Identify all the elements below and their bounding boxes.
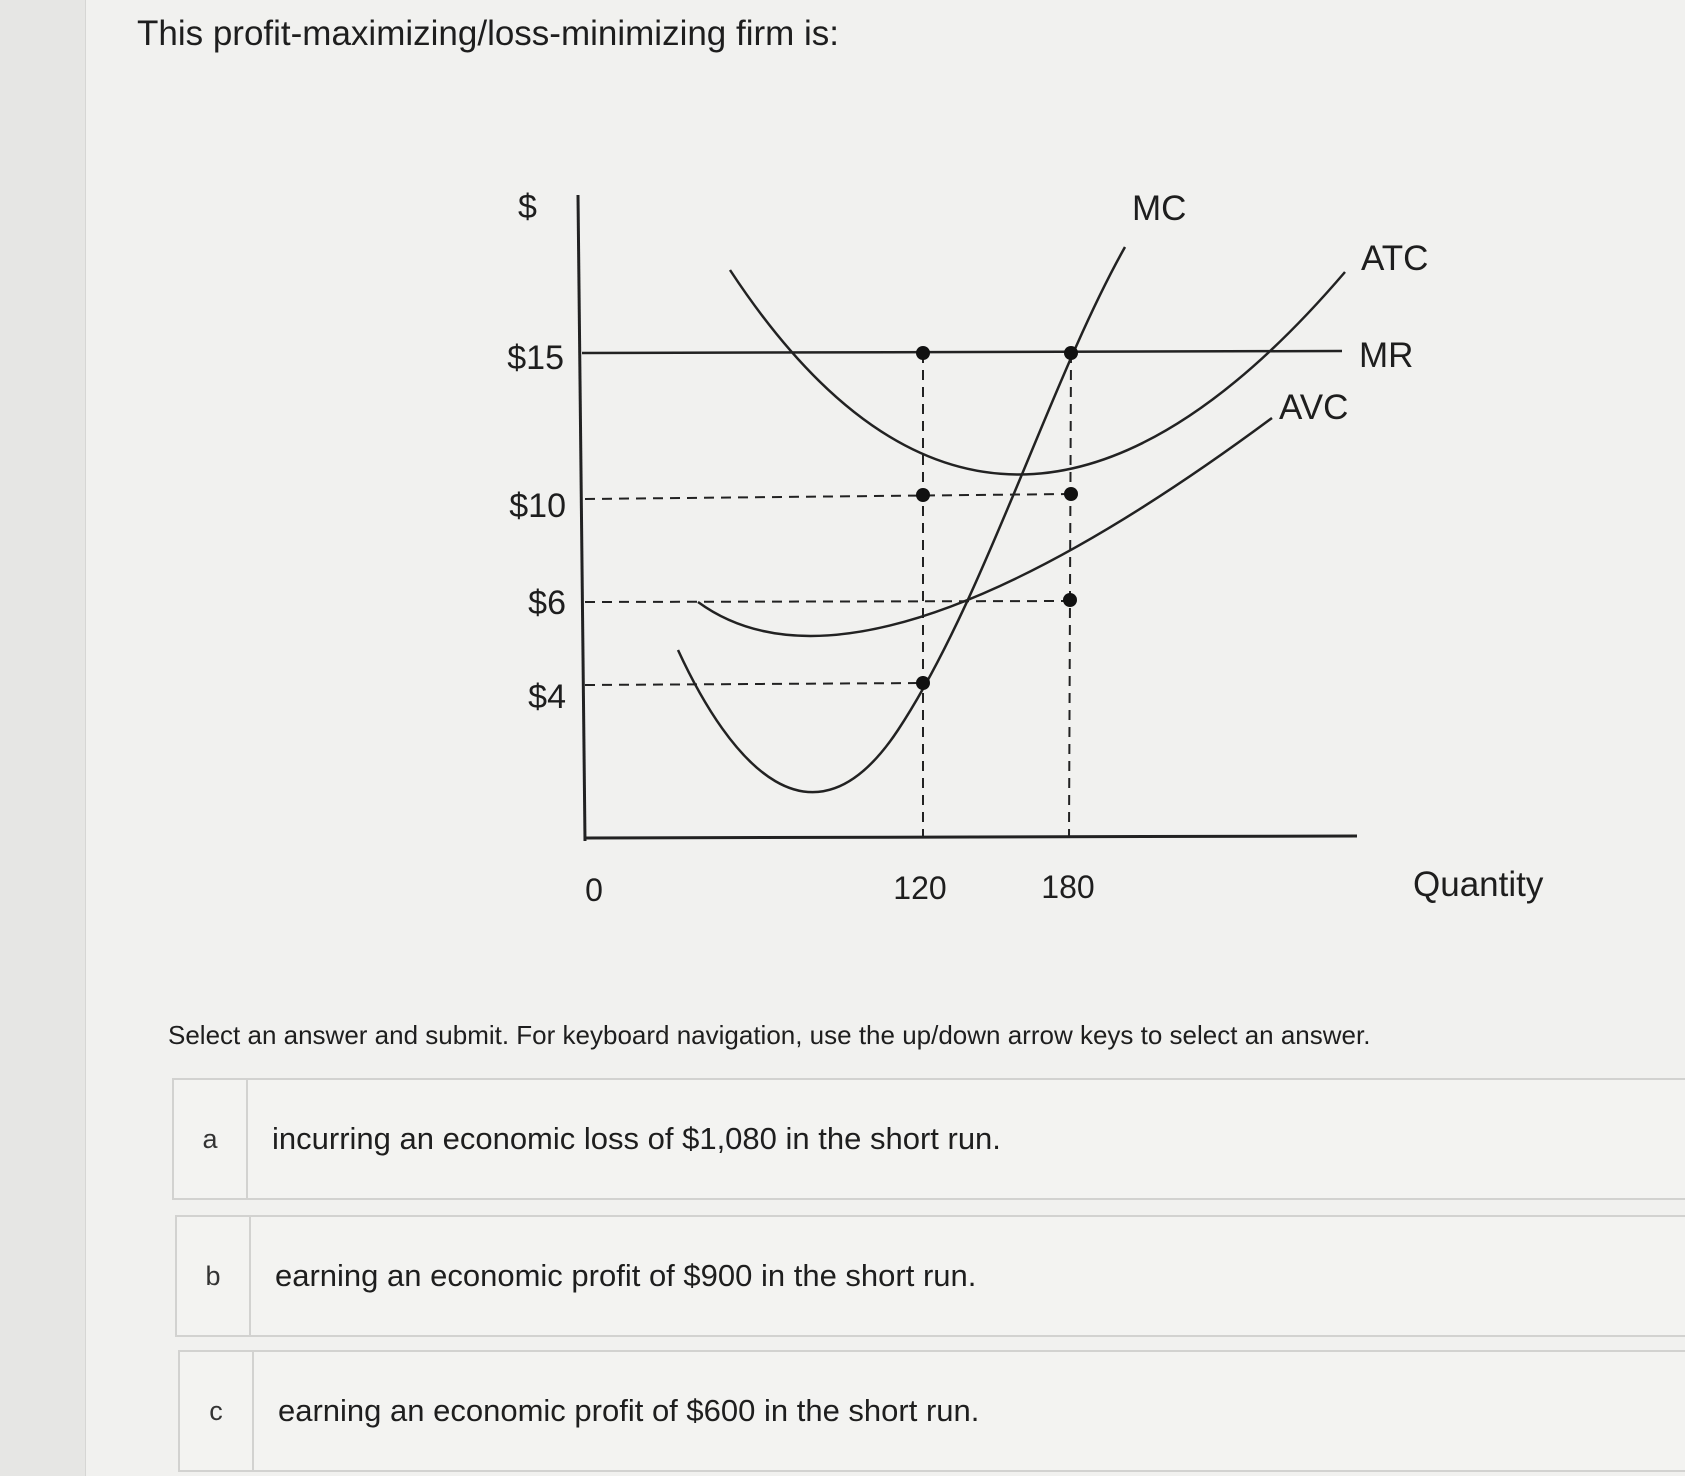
avc-curve xyxy=(698,418,1272,636)
mc-label: MC xyxy=(1132,189,1187,228)
mr-label: MR xyxy=(1359,336,1414,375)
point-avc-180 xyxy=(1063,593,1077,607)
choice-text: earning an economic profit of $600 in the short run. xyxy=(278,1393,980,1428)
choice-text: earning an economic profit of $900 in the short run. xyxy=(275,1258,977,1293)
answer-choice-c[interactable] xyxy=(178,1350,1685,1472)
point-mr-120 xyxy=(916,346,930,360)
mc-curve xyxy=(678,247,1125,792)
tick-quantity-180: 180 xyxy=(1041,869,1095,905)
choice-letter: c xyxy=(180,1352,254,1470)
point-atc-120 xyxy=(916,488,930,502)
guide-price-10 xyxy=(585,494,1070,499)
answer-choice-a[interactable] xyxy=(172,1078,1685,1200)
atc-label: ATC xyxy=(1361,239,1429,278)
y-axis xyxy=(578,195,585,841)
tick-price-10: $10 xyxy=(509,487,566,525)
tick-quantity-120: 120 xyxy=(893,870,947,906)
mr-line xyxy=(582,351,1342,353)
guide-price-6 xyxy=(585,601,1070,602)
atc-curve xyxy=(730,270,1345,475)
tick-price-6: $6 xyxy=(528,584,566,622)
question-text: This profit-maximizing/loss-minimizing firm is: xyxy=(137,14,840,53)
choice-letter: a xyxy=(174,1080,248,1198)
x-axis xyxy=(585,836,1357,838)
x-axis-label: Quantity xyxy=(1413,865,1544,904)
tick-price-15: $15 xyxy=(507,339,564,377)
tick-price-4: $4 xyxy=(528,678,566,716)
y-axis-symbol: $ xyxy=(518,188,537,226)
choice-letter: b xyxy=(177,1217,251,1335)
instructions-text: Select an answer and submit. For keyboard navigation, use the up/down arrow keys to select an answer. xyxy=(168,1020,1371,1050)
point-avc-mc-120 xyxy=(916,676,930,690)
answer-choice-b[interactable] xyxy=(175,1215,1685,1337)
choice-text: incurring an economic loss of $1,080 in the short run. xyxy=(272,1121,1001,1156)
point-atc-180 xyxy=(1064,487,1078,501)
guide-price-4 xyxy=(585,683,923,685)
avc-label: AVC xyxy=(1279,388,1349,427)
point-mr-mc-180 xyxy=(1064,346,1078,360)
tick-quantity-0: 0 xyxy=(585,872,603,908)
